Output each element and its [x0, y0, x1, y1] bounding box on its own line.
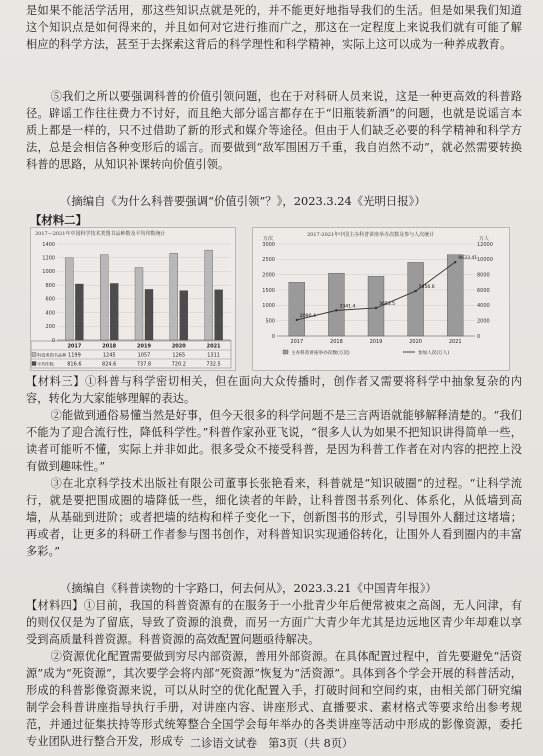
chart1-table-cell: 720.2: [171, 361, 186, 368]
chart-lectures-panel: [252, 227, 510, 371]
chart1-y-tick: 600: [45, 296, 55, 303]
chart1-legend-swatch: [32, 362, 36, 366]
chart1-bar-prints: [110, 283, 118, 340]
chart1-x-label: 2017: [67, 343, 82, 350]
chart2-y-tick-left: 1500: [262, 287, 275, 294]
chart1-table-cell: 1057: [137, 352, 151, 359]
chart2-y-tick-right: 8000: [477, 272, 490, 279]
chart1-table-cell: 732.5: [206, 361, 221, 368]
chart1-table-cell: 737.8: [136, 361, 152, 368]
chart1-bar-prints: [145, 289, 153, 340]
chart1-y-tick: 0: [51, 337, 55, 344]
chart2-y-tick-right: 4000: [477, 303, 490, 310]
material4-para-2: ②资源优化配置需要做到穷尽内部资源，善用外部资源。在具体配置过程中，首先要避免“活资源”成为“死资源”，其次要学会将内部“死资源”恢复为“活资源”。具体到各个学会开展的科普活动，形成的科普影像资源来说，可以从时空的优化配置入手，打破时间和空间约束，由相关部门研究编制学会科普讲座指导执行手册，对讲座内容、讲座形式、直播要求、素材格式等要求给出参考规范，并通过征集扶持等形式统筹整合全国学会每年举办的各类讲座等活动中形成的影像资源，委托专业团队进行整合开发，形成专: [26, 650, 522, 749]
chart2-x-label: 2017: [290, 339, 304, 345]
chart1-y-tick: 1000: [42, 269, 55, 276]
material3-para-3: ③在北京科学技术出版社有限公司董事长张艳看来，科普就是“知识破圈”的过程。“让科学流行，就是要把围成圈的墙降低一些，细化读者的年龄，让科普图书系列化、体系化，从低墙到高墙，从基础到进阶；或者把墙的结构和样子变化一下，创新图书的形式，引导围外人翻过这堵墙；再或者，让更多的科研工作者参与图书创作，对科普知识实现通俗转化，让围外人看到圈内的丰富多彩。”: [26, 477, 522, 559]
chart2-line-label: 5856.6: [418, 285, 435, 291]
chart2-legend-line: 参加人次(万人): [418, 351, 450, 356]
chart1-table-cell: 824.6: [102, 361, 117, 368]
material3-para-2: ②能做到通俗易懂当然是好事，但今天很多的科学问题不是三言两语就能够解释清楚的。“我们不能为了迎合流行性，降低科学性。”科普作家孙亚飞说，“很多人认为如果不把知识讲得简单一些，读者可能听不懂，实际上并非如此。很多受众不接受科普，是因为科普工作者在对内容的把控上没有做到趣味性。”: [26, 409, 522, 474]
chart1-table-cell: 1311: [207, 352, 220, 359]
chart2-svg: [253, 228, 509, 370]
chart1-bar-prints: [215, 290, 223, 340]
chart1-bar-titles: [65, 258, 73, 340]
chart2-y-tick-left: 1000: [262, 303, 275, 310]
chart2-y-tick-left: 3000: [262, 241, 275, 248]
chart2-line-label: 3653.5: [379, 301, 396, 307]
chart2-line-point: [296, 319, 298, 321]
chart1-y-tick: 1400: [42, 241, 55, 248]
chart1-bar-titles: [135, 268, 143, 340]
chart2-title: 2017-2021年中国主办科普讲座举办次数及参与人次统计: [307, 232, 435, 238]
chart2-bar-lectures: [447, 255, 463, 336]
chart1-table-row-label: 科技类图书品种: [37, 352, 67, 358]
chart1-bar-titles: [170, 253, 178, 340]
chart2-line-point: [335, 309, 337, 311]
chart2-y-tick-left: 0: [271, 333, 275, 340]
chart1-svg: [31, 228, 235, 370]
chart2-line-point: [375, 307, 377, 309]
chart2-unit-left: 万次: [262, 236, 273, 242]
chart1-x-label: 2019: [137, 343, 151, 350]
source-citation-1: （摘编自《为什么科普要强调“价值引领”？》，2023.3.24《光明日报》）: [60, 194, 426, 208]
chart1-table-cell: 816.6: [67, 361, 82, 368]
chart2-legend-bars: 主办科普讲座举办次数(万次): [291, 351, 350, 356]
chart2-x-label: 2018: [330, 339, 343, 345]
chart1-table-cell: 1245: [102, 352, 116, 359]
chart2-bar-lectures: [408, 262, 424, 336]
chart2-line-point: [454, 261, 456, 263]
material3-para-1: 【材料三】①科普与科学密切相关，但在面向大众传播时，创作者又需要将科学中抽象复杂的内容，转化为大家能够理解的表达。: [26, 375, 522, 406]
chart2-y-tick-left: 500: [265, 318, 275, 325]
paragraph-top-1: 是如果不能活学活用，那这些知识点就是死的，并不能更好地指导我们的生活。但是如果我们知道这个知识点是如何得来的，并且如何对它进行推而广之，那这在一定程度上来说我们就有可能了解相应的科学方法，甚至于去探索这背后的科学理性和科学精神，实际上这可以成为一种养成教育。: [26, 4, 522, 52]
chart2-y-tick-right: 2000: [477, 318, 490, 325]
chart2-line-label: 2090.4: [299, 313, 316, 319]
chart2-y-tick-left: 2000: [262, 272, 275, 279]
chart1-table-cell: 1265: [172, 352, 186, 359]
chart1-y-tick: 800: [45, 282, 55, 289]
chart2-x-label: 2021: [448, 339, 462, 345]
page-footer: 二诊语文试卷 第3页（共 8页）: [189, 737, 354, 750]
chart2-x-label: 2019: [369, 339, 383, 345]
chart2-y-tick-right: 0: [477, 333, 481, 340]
material2-label: 【材料二】: [30, 213, 87, 227]
material4-para-1: 【材料四】①目前，我国的科普资源有的在服务于一小批青少年后便常被束之高阁，无人问津，有的则仅仅是为了留底，导致了资源的浪费，而另一方面广大青少年尤其是边远地区青少年却难以享受到高质量科普资源。科普资源的高效配置问题亟待解决。: [26, 599, 522, 647]
chart1-title: 2017—2021年中国科学技术类图书品种数及平均印数统计: [35, 231, 166, 237]
source-citation-2: （摘编自《科普读物的十字路口，何去何从》，2023.3.21《中国青年报》）: [60, 581, 437, 595]
chart-books-panel: [30, 227, 236, 371]
chart2-line-label: 9633.41: [458, 256, 478, 262]
chart1-x-label: 2018: [102, 343, 117, 350]
chart1-x-label: 2021: [206, 343, 221, 350]
chart1-bar-prints: [180, 291, 188, 340]
chart1-bar-prints: [75, 284, 83, 340]
chart2-unit-right: 万人: [479, 236, 490, 242]
chart1-bar-titles: [205, 250, 213, 340]
chart1-legend-swatch: [32, 353, 36, 357]
chart2-y-tick-right: 12000: [477, 241, 493, 248]
chart1-y-tick: 400: [45, 310, 55, 317]
chart1-table-cell: 1199: [68, 352, 81, 359]
chart1-x-label: 2020: [171, 343, 186, 350]
chart2-y-tick-right: 10000: [477, 257, 493, 264]
chart2-bar-lectures: [289, 282, 305, 336]
paragraph-top-2: ⑤我们之所以要强调科普的价值引领问题，也在于对科研人员来说，这是一种更高效的科普路径。辟谣工作往往费力不讨好，而且绝大部分谣言都存在于“旧瓶装新酒”的问题，也就是说谣言本质上都是一样的，只不过借助了新的形式和媒介等途径。但由于人们缺乏必要的科学精神和科学方法，总是会相信各种变形后的谣言。而要做到“敌军围困万千重，我自岿然不动”，就必然需要转换科普的思路，从知识补课转向价值引领。: [26, 90, 522, 172]
chart2-y-tick-left: 2500: [262, 257, 275, 264]
chart2-y-tick-right: 6000: [477, 287, 490, 294]
chart2-legend-swatch-bars: [283, 350, 288, 354]
chart1-y-tick: 1200: [42, 255, 55, 262]
chart2-line-point: [414, 290, 416, 292]
chart1-bar-titles: [100, 255, 108, 340]
chart2-x-label: 2020: [409, 339, 422, 345]
chart1-y-tick: 200: [45, 324, 55, 331]
chart2-line-label: 3341.4: [339, 304, 356, 310]
chart1-table-row-label: 平均印数: [37, 361, 54, 367]
